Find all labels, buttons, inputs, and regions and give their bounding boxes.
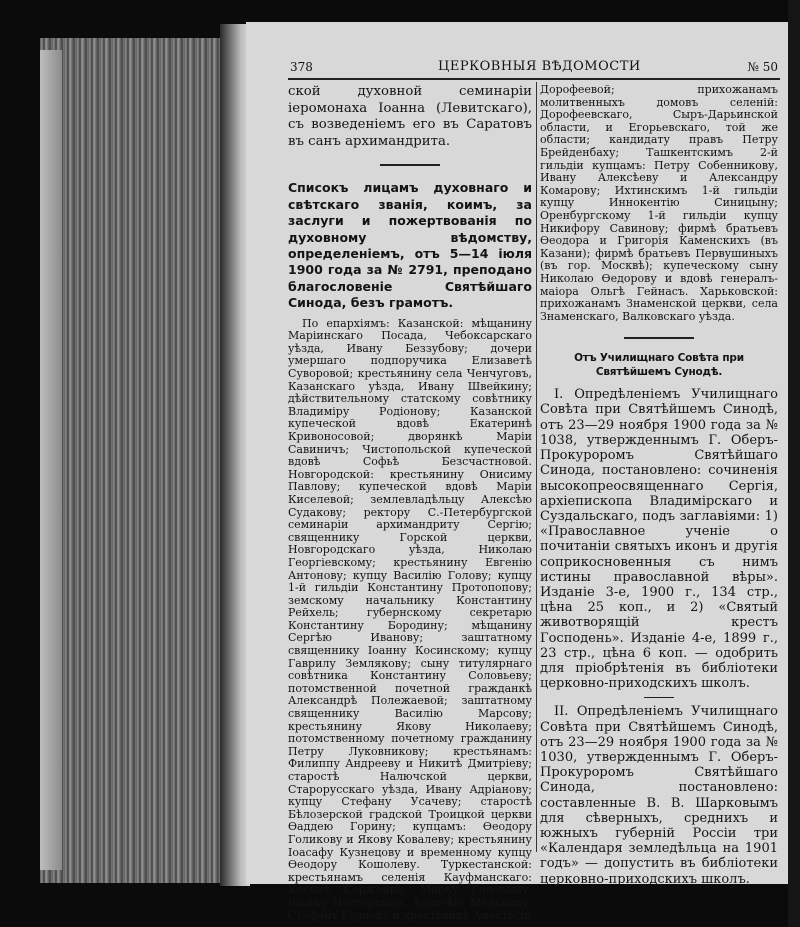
- page-number: 378: [290, 60, 313, 74]
- right-column: [540, 84, 778, 887]
- decree-1: I. Опредѣленіемъ Училищнаго Совѣта при Святѣйшемъ Синодѣ, отъ 23—29 ноября 1900 года за № 1038, утвержденнымъ Г. Оберъ-Прокуроромъ Святѣйшаго Синода, постановлено: сочиненія высокопреосвященнаго Сергія, архіепископа Владимірскаго и Суздальскаго, подъ заглавіями: 1) «Православное ученіе о почитаніи святыхъ иконъ и другія соприкосновенныя съ нимъ истины православной вѣры». Изданіе 3-е, 1900 г., 134 стр., цѣна 25 коп., и 2) «Святый животворящій крестъ Господень». Изданіе 4-е, 1899 г., 23 стр., цѣна 6 коп. — одобрить для пріобрѣтенія въ библіотеки церковно-приходскихъ школъ.: [540, 387, 778, 692]
- separator-rule: [380, 164, 440, 166]
- awards-list: По епархіямъ: Казанской: мѣщанину Маріинскаго Посада, Чебоксарскаго уѣзда, Ивану Беззубову; дочери умершаго подпоручика Елизаветѣ Суворовой; крестьянину села Ченчуговъ, Казанскаго уѣзда, Ивану Швейкину; дѣйствительному статскому совѣтнику Владиміру Родіонову; Казанской купеческой вдовѣ Екатеринѣ Кривоносовой; дворянкѣ Маріи Савиничъ; Чистопольской купеческой вдовѣ Софьѣ Безсчастновой. Новгородской: крестьянину Онисиму Павлову; купеческой вдовѣ Маріи Киселевой; землевладѣльцу Алексѣю Судакову; ректору С.-Петербургской семинаріи архимандриту Сергію; священнику Горской церкви, Новгородскаго уѣзда, Николаю Георгіевскому; крестьянину Евгенію Антонову; купцу Василію Голову; купцу 1-й гильдіи Константину Протопопову; земскому начальнику Константину Рейхель; губернскому секретарю Константину Бородину; мѣщанину Сергѣю Иванову; заштатному священнику Іоанну Косинскому; купцу Гаврилу Землякову; сыну титулярнаго совѣтника Константину Соловьеву; потомственной почетной гражданкѣ Александрѣ Полежаевой; заштатному священнику Василію Марсову; крестьянину Якову Николаеву; потомственному почетному гражданину Петру Луковникову; крестьянамъ: Филиппу Андрееву и Никитѣ Дмитріеву; старостѣ Налючской церкви, Старорусскаго уѣзда, Ивану Адріанову; купцу Стефану Усачеву; старостѣ Бѣлозерской градской Троицкой церкви Ѳаддею Горину; купцамъ: Ѳеодору Голикову и Якову Ковалеву; крестьянину Іоасафу Кузнецову и временному купцу Ѳеодору Кошолеву. Туркестанской: крестьянамъ селенія Кауфманскаго: Косьмѣ Серженко, Марку Головашу, Іоанну Нестеренко, Алексѣю Мельнику, Стефану Горлову и крестьянкѣ Анастасіи: [288, 316, 532, 922]
- intro-paragraph: ской духовной семинаріи іеромонаха Іоанна (Левитскаго), съ возведеніемъ его въ Саратовъ въ санъ архимандрита.: [288, 84, 532, 149]
- journal-title: ЦЕРКОВНЫЯ ВѢДОМОСТИ: [438, 59, 641, 74]
- list-title: Списокъ лицамъ духовнаго и свѣтскаго званія, коимъ, за заслуги и пожертвованія по духовному вѣдомству, определеніемъ, отъ 5—14 іюля 1900 года за № 2791, преподано благословеніе Святѣйшаго Синода, безъ грамотъ.: [288, 180, 532, 311]
- decree-2: II. Опредѣленіемъ Училищнаго Совѣта при Святѣйшемъ Синодѣ, отъ 23—29 ноября 1900 года за № 1030, утвержденнымъ Г. Оберъ-Прокуроромъ Святѣйшаго Синода, постановлено: составленные В. В. Шарковымъ для сѣверныхъ, среднихъ и южныхъ губерній Россіи три «Календаря земледѣльца на 1901 годъ» — допустить въ библіотеки церковно-приходскихъ школъ.: [540, 704, 778, 887]
- issue-number: № 50: [747, 60, 778, 74]
- book-page: [246, 22, 788, 922]
- scan-border: [788, 0, 800, 927]
- section-heading: Отъ Училищнаго Совѣта при Святѣйшемъ Сунодѣ.: [574, 352, 744, 379]
- separator-rule: [624, 337, 694, 339]
- running-header: [288, 58, 780, 80]
- column-divider: [536, 82, 537, 852]
- page-edges-light: [40, 50, 62, 870]
- left-column: [288, 84, 532, 927]
- page-edges: [40, 38, 240, 883]
- short-rule: [644, 697, 674, 698]
- list-continuation: Дорофеевой; прихожанамъ молитвенныхъ домовъ селеній: Дорофеевскаго, Сыръ-Дарьинской области, и Егорьевскаго, той же области; кандидату правъ Петру Брейденбаху; Ташкентскимъ 2-й гильдіи купцамъ: Петру Собенникову, Ивану Алексѣеву и Александру Комарову; Ихтинскимъ 1-й гильдіи купцу Иннокентію Синицыну; Оренбургскому 1-й гильдіи купцу Никифору Савинову; фирмѣ братьевъ Ѳеодора и Григорія Каменскихъ (въ Казани); фирмѣ братьевъ Первушиныхъ (въ гор. Москвѣ); купеческому сыну Николаю Ѳедорову и вдовѣ генералъ-маіора Ольгѣ Гейнасъ. Харьковской: прихожанамъ Знаменской церкви, села Знаменскаго, Валковскаго уѣзда.: [540, 83, 778, 323]
